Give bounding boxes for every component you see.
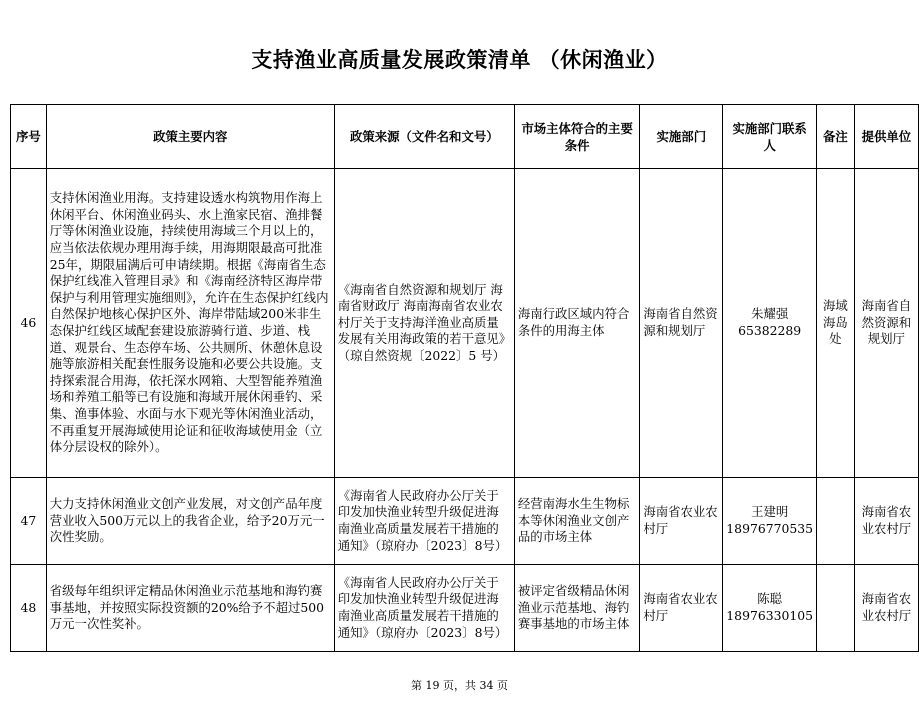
row-content: 大力支持休闲渔业文创产业发展，对文创产品年度营业收入500万元以上的我省企业，给予20万元一次性奖励。 [46,478,334,565]
row-contact: 王建明 18976770535 [723,478,817,565]
header-department: 实施部门 [640,105,723,169]
row-conditions: 海南行政区域内符合条件的用海主体 [514,169,639,478]
table-row [11,169,919,478]
row-content: 支持休闲渔业用海。支持建设透水构筑物用作海上休闲平台、休闲渔业码头、水上渔家民宿、渔排餐厅等休闲渔业设施，持续使用海域三个月以上的，应当依法依规办理用海手续，用海期限最高可批准25年，期限届满后可申请续期。根据《海南省生态保护红线准入管理目录》和《海南经济特区海岸带保护与利用管理实施细则》，允许在生态保护红线内自然保护地核心保护区外、海岸带陆域200米非生态保护红线区域配套建设旅游骑行道、步道、栈道、观景台、生态停车场、公共厕所、休憩休息设施等旅游相关配套性服务设施和必要公共设施。支持探索混合用海，依托深水网箱、大型智能养殖渔场和养殖工船等已有设施和海域开展休闲垂钓、采集、渔事体验、水面与水下观光等休闲渔业活动，不再重复开展海域使用论证和征收海域使用金（立体分层设权的除外）。 [46,169,334,478]
policy-table [10,104,919,652]
row-provider: 海南省农业农村厅 [854,478,918,565]
header-remark: 备注 [817,105,855,169]
row-remark: 海域海岛处 [817,169,855,478]
row-source: 《海南省自然资源和规划厅 海南省财政厅 海南海南省农业农村厅关于支持海洋渔业高质量发展有关用海政策的若干意见》（琼自然资规〔2022〕5 号） [334,169,514,478]
header-content: 政策主要内容 [46,105,334,169]
table-row [11,478,919,565]
header-source: 政策来源（文件名和文号） [334,105,514,169]
row-no: 48 [11,565,47,652]
row-department: 海南省自然资源和规划厅 [640,169,723,478]
table-header-row [11,105,919,169]
header-provider: 提供单位 [854,105,918,169]
row-conditions: 经营南海水生生物标本等休闲渔业文创产品的市场主体 [514,478,639,565]
row-conditions: 被评定省级精品休闲渔业示范基地、海钓赛事基地的市场主体 [514,565,639,652]
table-row [11,565,919,652]
header-contact: 实施部门联系人 [723,105,817,169]
row-source: 《海南省人民政府办公厅关于印发加快渔业转型升级促进海南渔业高质量发展若干措施的通知》（琼府办〔2023〕8号） [334,478,514,565]
row-no: 47 [11,478,47,565]
page-number: 第 19 页，共 34 页 [411,679,508,692]
row-provider: 海南省农业农村厅 [854,565,918,652]
row-remark [817,478,855,565]
row-department: 海南省农业农村厅 [640,565,723,652]
row-remark [817,565,855,652]
row-content: 省级每年组织评定精品休闲渔业示范基地和海钓赛事基地，并按照实际投资额的20%给予不超过500万元一次性奖补。 [46,565,334,652]
row-provider: 海南省自然资源和规划厅 [854,169,918,478]
header-no: 序号 [11,105,47,169]
document-title: 支持渔业高质量发展政策清单 （休闲渔业） [251,47,668,72]
row-contact: 陈聪 18976330105 [723,565,817,652]
row-no: 46 [11,169,47,478]
row-source: 《海南省人民政府办公厅关于印发加快渔业转型升级促进海南渔业高质量发展若干措施的通知》（琼府办〔2023〕8号） [334,565,514,652]
row-contact: 朱耀强 65382289 [723,169,817,478]
row-department: 海南省农业农村厅 [640,478,723,565]
header-conditions: 市场主体符合的主要条件 [514,105,639,169]
